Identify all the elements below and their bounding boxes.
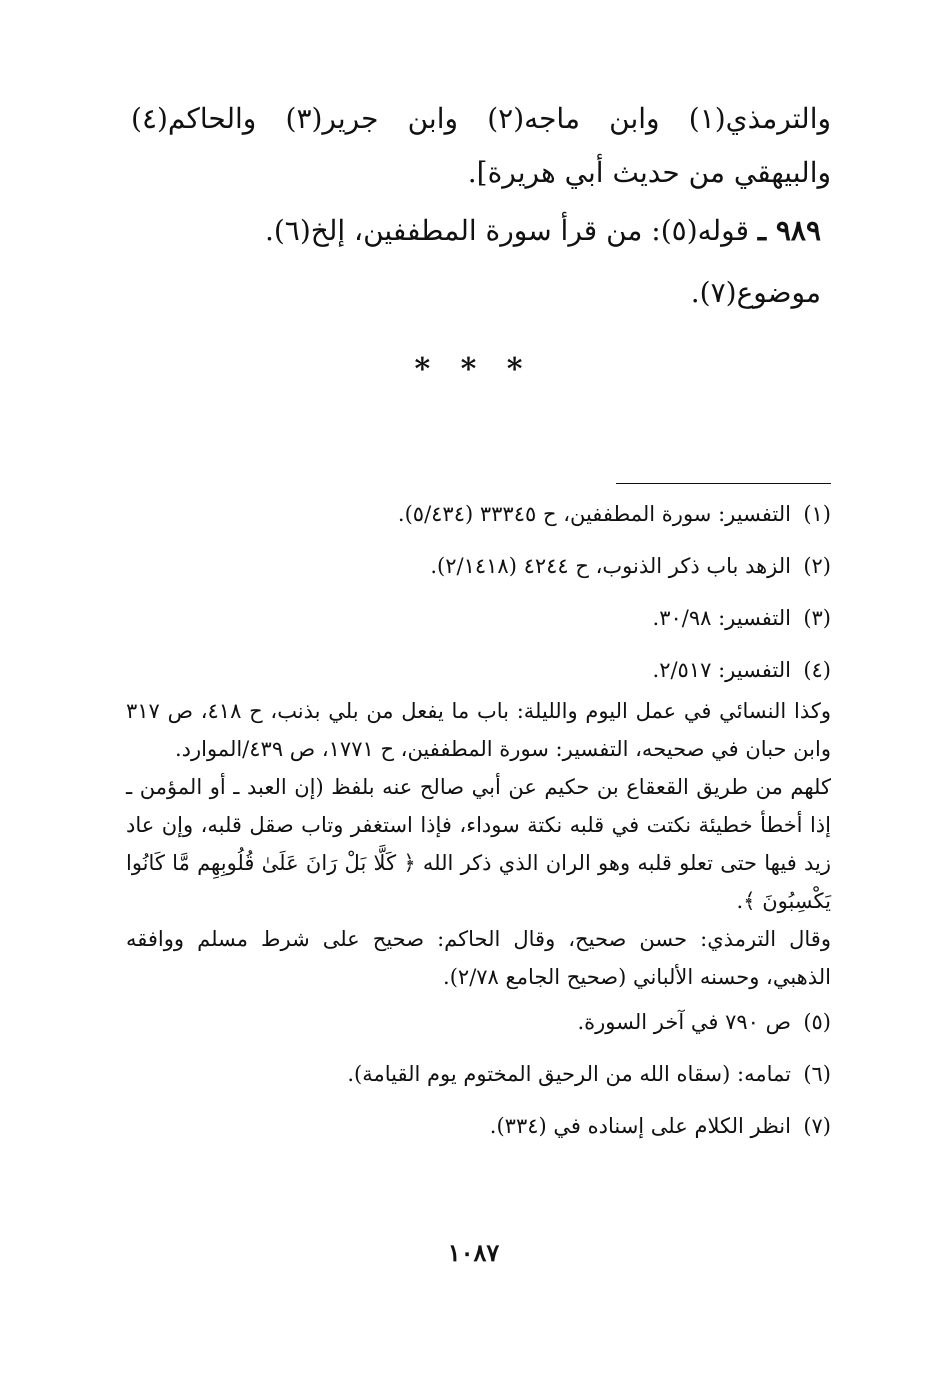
- footnote-number: (٧): [803, 1114, 831, 1138]
- footnote-note: وكذا النسائي في عمل اليوم والليلة: باب ما يفعل من بلي بذنب، ح ٤١٨، ص ٣١٧ وابن حبان في صحيحه، التفسير: سورة المطففين، ح ١٧٧١، ص ٤٣٩/الموارد.: [126, 699, 831, 761]
- entry-number: ٩٨٩ ـ: [757, 214, 821, 247]
- footnote-text: ص ٧٩٠ في آخر السورة.: [577, 1010, 791, 1034]
- footnote-number: (٢): [803, 554, 831, 578]
- hadith-entry: [131, 202, 831, 260]
- footnote-number: (١): [803, 502, 831, 526]
- footnote-number: (٣): [803, 606, 831, 630]
- footnote-2: [126, 544, 831, 588]
- continuation-paragraph: والترمذي(١) وابن ماجه(٢) وابن جرير(٣) والحاكم(٤) والبيهقي من حديث أبي هريرة].: [131, 102, 831, 189]
- footnote-divider: [616, 483, 831, 484]
- footnote-text: التفسير: سورة المطففين، ح ٣٣٣٤٥ (٥/٤٣٤).: [397, 502, 791, 526]
- footnote-text: التفسير: ٣٠/٩٨.: [652, 606, 791, 630]
- footnote-5: [126, 1000, 831, 1044]
- footnote-3: [126, 596, 831, 640]
- footnote-number: (٤): [803, 658, 831, 682]
- footnote-text: تمامه: (سقاه الله من الرحيق المختوم يوم القيامة).: [347, 1062, 791, 1086]
- footnote-number: (٦): [803, 1062, 831, 1086]
- footnote-text: التفسير: ٢/٥١٧.: [652, 658, 791, 682]
- footnote-text: الزهد باب ذكر الذنوب، ح ٤٢٤٤ (٢/١٤١٨).: [430, 554, 791, 578]
- entry-text: قوله(٥): من قرأ سورة المطففين، إلخ(٦).: [264, 214, 750, 247]
- footnote-7: [126, 1104, 831, 1148]
- footnote-number: (٥): [803, 1010, 831, 1034]
- footnote-1: [126, 492, 831, 536]
- main-text: [131, 92, 831, 322]
- section-separator: * * *: [414, 352, 533, 387]
- footnote-6: [126, 1052, 831, 1096]
- footnote-note: وقال الترمذي: حسن صحيح، وقال الحاكم: صحيح على شرط مسلم ووافقه الذهبي، وحسنه الألباني (صحيح الجامع ٢/٧٨).: [126, 927, 831, 989]
- footnote-4: [126, 648, 831, 692]
- footnote-note: كلهم من طريق القعقاع بن حكيم عن أبي صالح عنه بلفظ (إن العبد ـ أو المؤمن ـ إذا أخطأ خطيئة نكتت في قلبه نكتة سوداء، فإذا استغفر وتاب صقل قلبه، وإن عاد زيد فيها حتى تعلو قلبه وهو الران الذي ذكر الله ﴿ كَلَّا بَلْ رَانَ عَلَىٰ قُلُوبِهِم مَّا كَانُوا يَكْسِبُونَ ﴾.: [126, 775, 831, 913]
- footnotes: [126, 492, 831, 1156]
- footnote-text: انظر الكلام على إسناده في (٣٣٤).: [489, 1114, 791, 1138]
- footnote-4-notes: [126, 692, 831, 996]
- verdict: موضوع(٧).: [690, 276, 821, 309]
- page-number: ١٠٨٧: [447, 1238, 500, 1267]
